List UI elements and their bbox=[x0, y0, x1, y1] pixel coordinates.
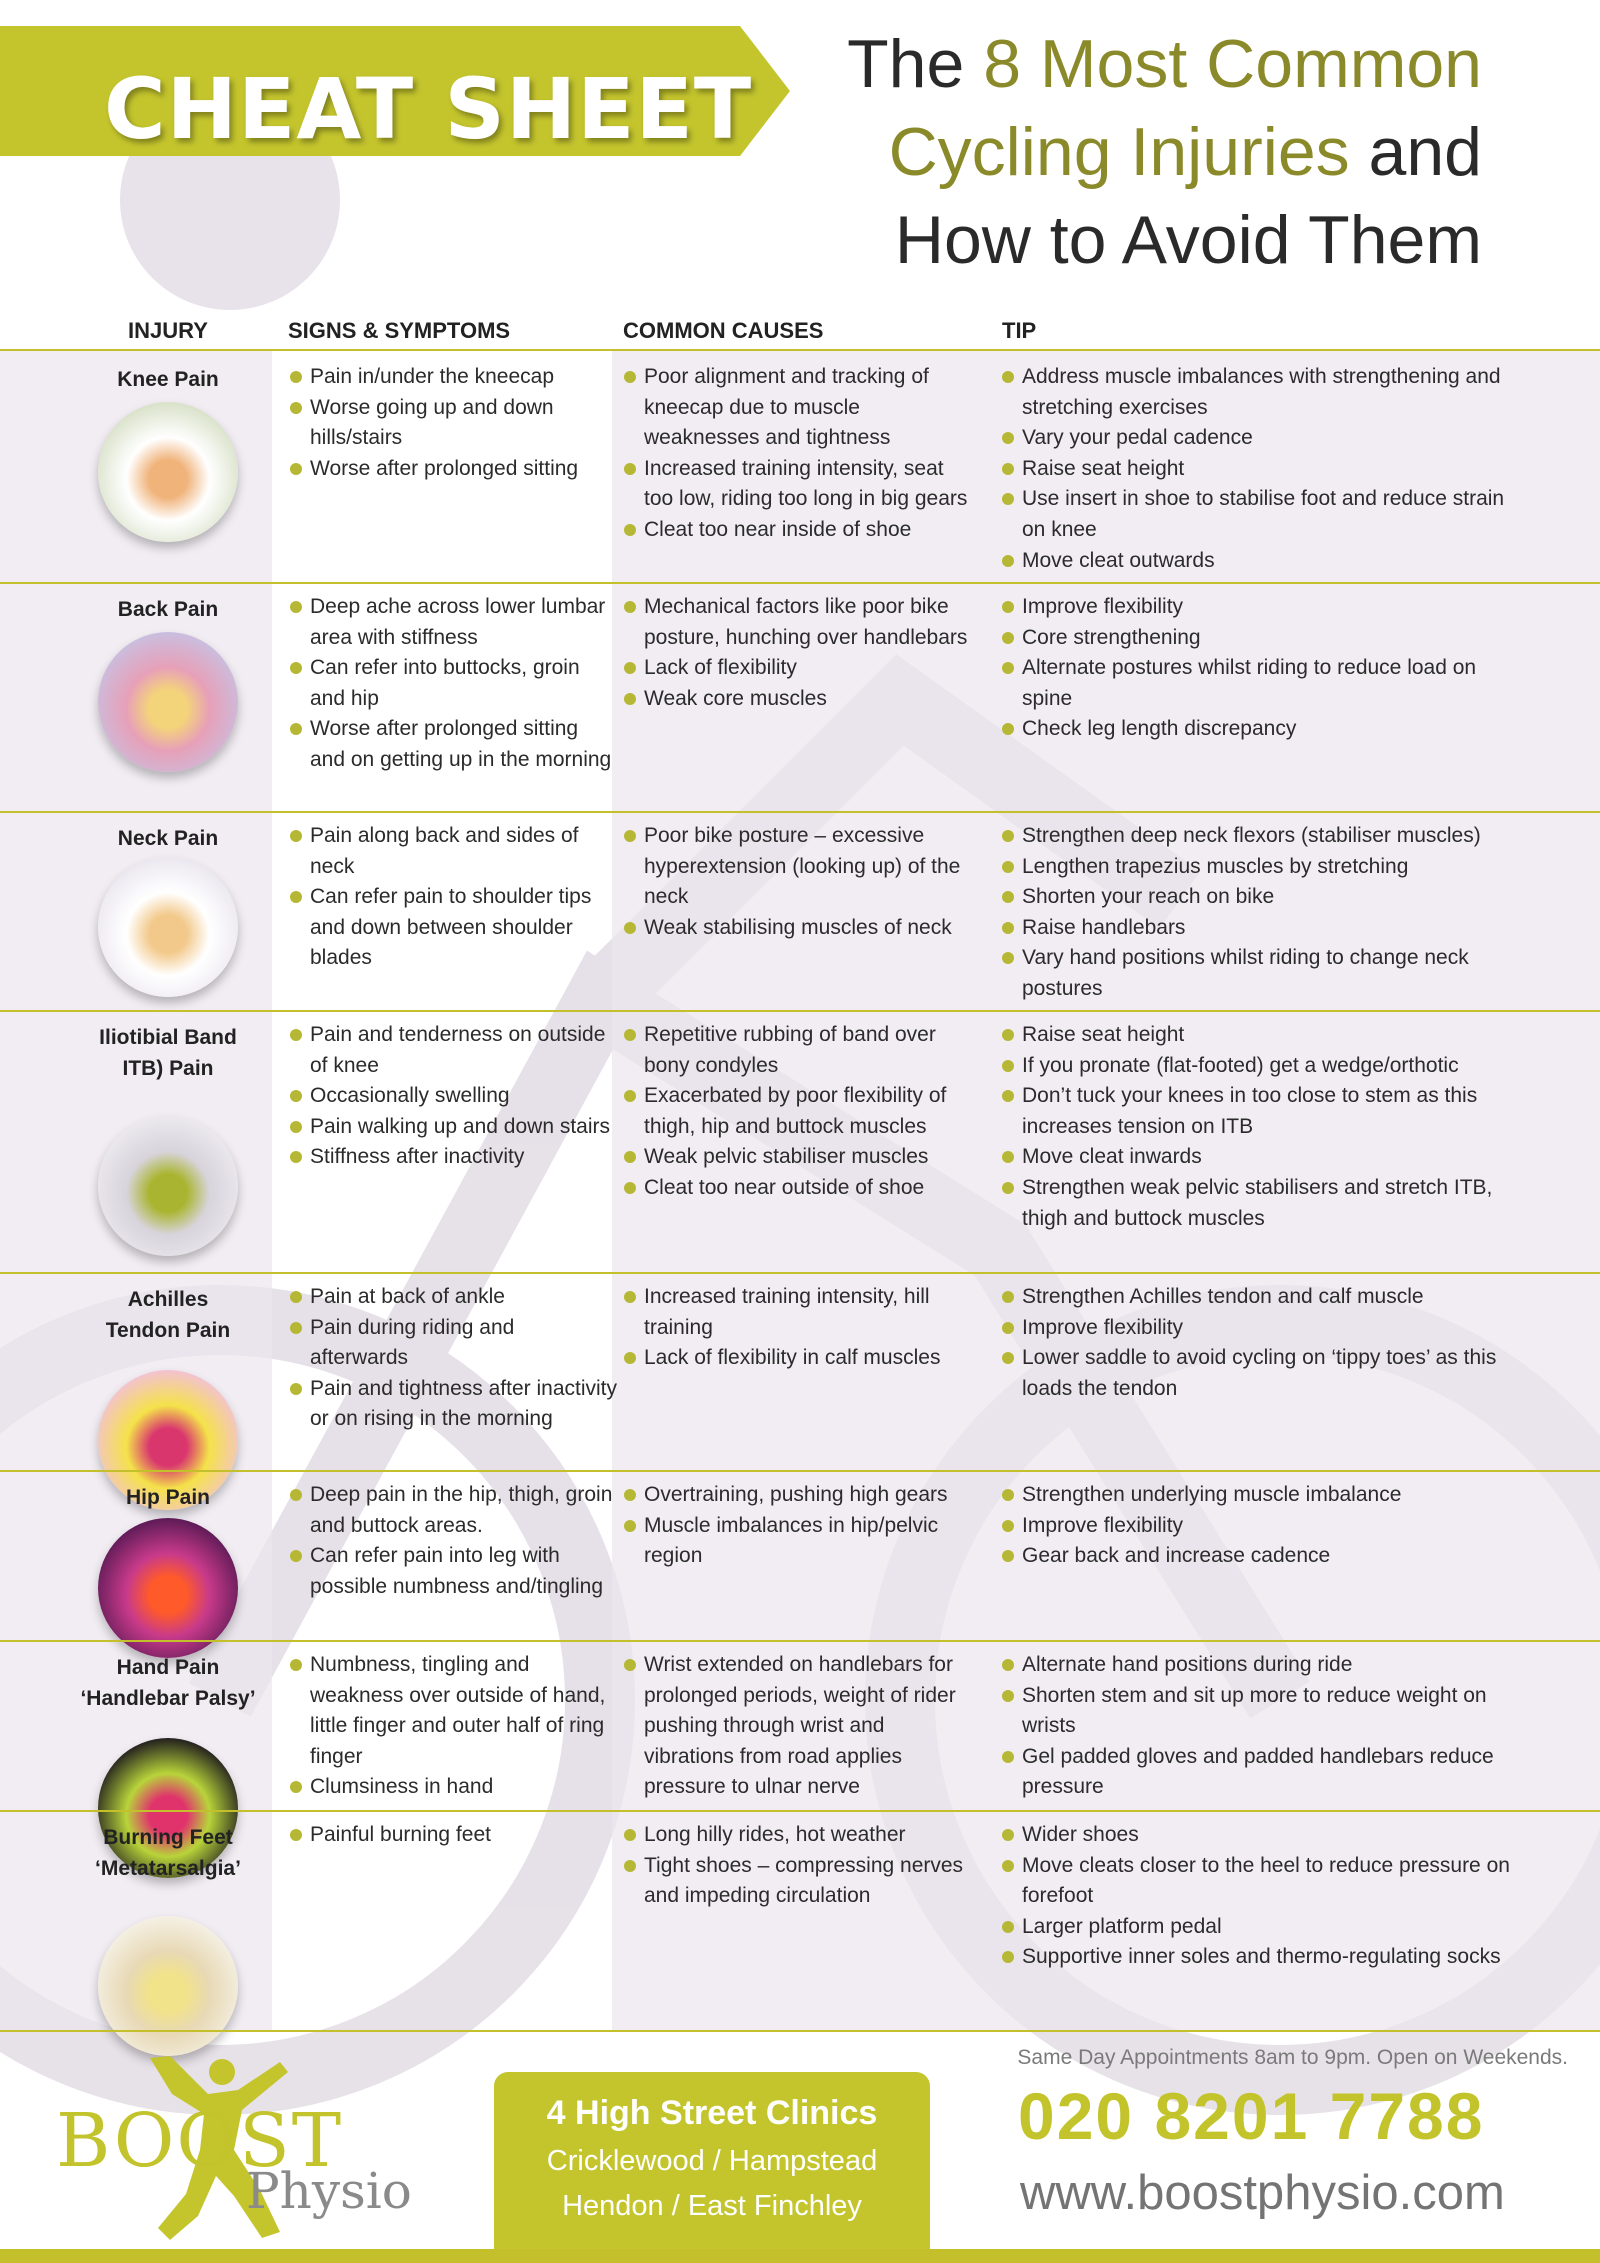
bullet-item: Strengthen Achilles tendon and calf muscle bbox=[1000, 1282, 1520, 1313]
bullet-item: Increased training intensity, seat too low, riding too long in big gears bbox=[622, 454, 977, 515]
logo-physio-text: Physio bbox=[246, 2162, 412, 2220]
bullet-item: Gear back and increase cadence bbox=[1000, 1541, 1520, 1572]
bullet-item: Worse after prolonged sitting bbox=[288, 454, 618, 485]
table-header bbox=[0, 314, 1600, 350]
knee-illustration-icon bbox=[98, 402, 238, 542]
symptoms-cell-list bbox=[288, 1650, 618, 1803]
bullet-item: Lack of flexibility bbox=[622, 653, 977, 684]
injury-row bbox=[0, 811, 1600, 1010]
bullet-item: Improve flexibility bbox=[1000, 1313, 1520, 1344]
bullet-item: Pain during riding and afterwards bbox=[288, 1313, 618, 1374]
tips-cell bbox=[1000, 1480, 1520, 1572]
tips-cell bbox=[1000, 1282, 1520, 1404]
causes-cell-list bbox=[622, 821, 977, 943]
causes-cell-list bbox=[622, 1820, 977, 1912]
bullet-item: Overtraining, pushing high gears bbox=[622, 1480, 977, 1511]
causes-cell bbox=[622, 1820, 977, 1912]
causes-cell-list bbox=[622, 592, 977, 714]
tips-cell-list bbox=[1000, 592, 1520, 745]
symptoms-cell-list bbox=[288, 1820, 618, 1851]
website-link[interactable]: www.boostphysio.com bbox=[1020, 2166, 1505, 2220]
bullet-item: Worse going up and down hills/stairs bbox=[288, 393, 618, 454]
bullet-item: Numbness, tingling and weakness over outside of hand, little finger and outer half of ring finger bbox=[288, 1650, 618, 1772]
bullet-item: Improve flexibility bbox=[1000, 1511, 1520, 1542]
row-separator bbox=[0, 1470, 1600, 1472]
causes-cell-list bbox=[622, 1480, 977, 1572]
symptoms-cell bbox=[288, 1480, 618, 1602]
bottom-accent-bar bbox=[0, 2249, 1600, 2263]
bullet-item: Worse after prolonged sitting and on getting up in the morning bbox=[288, 714, 618, 775]
symptoms-cell-list bbox=[288, 1282, 618, 1435]
clinics-title: 4 High Street Clinics bbox=[546, 2094, 878, 2132]
bullet-item: Increased training intensity, hill training bbox=[622, 1282, 977, 1343]
symptoms-cell-list bbox=[288, 821, 618, 974]
bullet-item: Stiffness after inactivity bbox=[288, 1142, 618, 1173]
causes-cell bbox=[622, 1020, 977, 1204]
cheat-sheet-banner bbox=[0, 26, 790, 156]
injury-name bbox=[40, 1652, 296, 1714]
bullet-item: Wider shoes bbox=[1000, 1820, 1520, 1851]
injury-name bbox=[40, 1022, 296, 1084]
causes-cell-list bbox=[622, 1020, 977, 1204]
bullet-item: Shorten your reach on bike bbox=[1000, 882, 1520, 913]
header-symptoms: SIGNS & SYMPTOMS bbox=[288, 318, 511, 343]
symptoms-cell-list bbox=[288, 1480, 618, 1602]
title-highlight-2: Cycling Injuries bbox=[888, 114, 1350, 190]
causes-cell-list bbox=[622, 1650, 977, 1803]
tips-cell bbox=[1000, 1820, 1520, 1973]
bullet-item: Occasionally swelling bbox=[288, 1081, 618, 1112]
clinics-line-2: Hendon / East Finchley bbox=[562, 2190, 862, 2222]
bullet-item: Cleat too near outside of shoe bbox=[622, 1173, 977, 1204]
tips-cell bbox=[1000, 821, 1520, 1005]
injury-name bbox=[40, 1482, 296, 1513]
bullet-item: Gel padded gloves and padded handlebars reduce pressure bbox=[1000, 1742, 1520, 1803]
title-word-the: The bbox=[847, 26, 984, 102]
tips-cell-list bbox=[1000, 362, 1520, 576]
header-injury: INJURY bbox=[128, 318, 208, 343]
bullet-item: Lack of flexibility in calf muscles bbox=[622, 1343, 977, 1374]
injury-name-line: Tendon Pain bbox=[105, 1319, 231, 1342]
bullet-item: Core strengthening bbox=[1000, 623, 1520, 654]
bullet-item: Can refer into buttocks, groin and hip bbox=[288, 653, 618, 714]
bullet-item: Raise handlebars bbox=[1000, 913, 1520, 944]
back-illustration-icon bbox=[98, 632, 238, 772]
bullet-item: Painful burning feet bbox=[288, 1820, 618, 1851]
bullet-item: Clumsiness in hand bbox=[288, 1772, 618, 1803]
injury-row bbox=[0, 352, 1600, 582]
bullet-item: Exacerbated by poor flexibility of thigh, hip and buttock muscles bbox=[622, 1081, 977, 1142]
causes-cell bbox=[622, 592, 977, 714]
symptoms-cell bbox=[288, 1020, 618, 1173]
row-separator bbox=[0, 1272, 1600, 1274]
injury-name bbox=[40, 594, 296, 625]
injury-name bbox=[40, 823, 296, 854]
injury-name-line: Knee Pain bbox=[117, 368, 219, 391]
symptoms-cell bbox=[288, 1820, 618, 1851]
injury-row bbox=[0, 1010, 1600, 1272]
tips-cell-list bbox=[1000, 1820, 1520, 1973]
logo-boost-text: BOOST bbox=[56, 2098, 344, 2184]
injury-name-line: Back Pain bbox=[117, 598, 219, 621]
bullet-item: Muscle imbalances in hip/pelvic region bbox=[622, 1511, 977, 1572]
boost-physio-logo bbox=[50, 2050, 440, 2250]
table-header-rule bbox=[0, 349, 1600, 351]
bullet-item: Tight shoes – compressing nerves and impeding circulation bbox=[622, 1851, 977, 1912]
hip-illustration-icon bbox=[98, 1518, 238, 1658]
symptoms-cell bbox=[288, 592, 618, 776]
bullet-item: Alternate hand positions during ride bbox=[1000, 1650, 1520, 1681]
injury-name bbox=[40, 1822, 296, 1884]
tips-cell-list bbox=[1000, 821, 1520, 1005]
bullet-item: Deep ache across lower lumbar area with stiffness bbox=[288, 592, 618, 653]
injury-name bbox=[40, 1284, 296, 1346]
bullet-item: Vary your pedal cadence bbox=[1000, 423, 1520, 454]
symptoms-cell bbox=[288, 362, 618, 484]
bullet-item: Poor alignment and tracking of kneecap due to muscle weaknesses and tightness bbox=[622, 362, 977, 454]
tips-cell bbox=[1000, 1650, 1520, 1803]
bullet-item: Larger platform pedal bbox=[1000, 1912, 1520, 1943]
page-title bbox=[702, 20, 1482, 284]
symptoms-cell bbox=[288, 1282, 618, 1435]
title-highlight-1: 8 Most Common bbox=[983, 26, 1482, 102]
footer-rule bbox=[0, 2030, 1600, 2032]
bullet-item: Don’t tuck your knees in too close to stem as this increases tension on ITB bbox=[1000, 1081, 1520, 1142]
injury-name-line: Achilles bbox=[127, 1288, 209, 1311]
injury-row bbox=[0, 1640, 1600, 1810]
bullet-item: If you pronate (flat-footed) get a wedge/orthotic bbox=[1000, 1051, 1520, 1082]
bullet-item: Lengthen trapezius muscles by stretching bbox=[1000, 852, 1520, 883]
bullet-item: Vary hand positions whilst riding to change neck postures bbox=[1000, 943, 1520, 1004]
bullet-item: Weak stabilising muscles of neck bbox=[622, 913, 977, 944]
row-separator bbox=[0, 1010, 1600, 1012]
bullet-item: Long hilly rides, hot weather bbox=[622, 1820, 977, 1851]
tips-cell-list bbox=[1000, 1020, 1520, 1234]
bullet-item: Alternate postures whilst riding to reduce load on spine bbox=[1000, 653, 1520, 714]
bullet-item: Pain and tenderness on outside of knee bbox=[288, 1020, 618, 1081]
bullet-item: Use insert in shoe to stabilise foot and reduce strain on knee bbox=[1000, 484, 1520, 545]
phone-number[interactable]: 020 8201 7788 bbox=[1018, 2079, 1485, 2153]
bullet-item: Check leg length discrepancy bbox=[1000, 714, 1520, 745]
injury-name bbox=[40, 364, 296, 395]
causes-cell bbox=[622, 1282, 977, 1374]
bullet-item: Pain in/under the kneecap bbox=[288, 362, 618, 393]
injury-name-line: ‘Handlebar Palsy’ bbox=[80, 1687, 256, 1710]
bullet-item: Weak pelvic stabiliser muscles bbox=[622, 1142, 977, 1173]
bullet-item: Supportive inner soles and thermo-regulating socks bbox=[1000, 1942, 1520, 1973]
tips-cell bbox=[1000, 1020, 1520, 1234]
banner-label: CHEAT SHEET bbox=[104, 60, 753, 158]
header-tip: TIP bbox=[1002, 318, 1037, 343]
row-separator bbox=[0, 811, 1600, 813]
injury-name-line: Burning Feet bbox=[103, 1826, 233, 1849]
causes-cell bbox=[622, 362, 977, 546]
appointments-note: Same Day Appointments 8am to 9pm. Open on Weekends. bbox=[1017, 2046, 1568, 2069]
bullet-item: Strengthen weak pelvic stabilisers and stretch ITB, thigh and buttock muscles bbox=[1000, 1173, 1520, 1234]
injury-name-line: ITB) Pain bbox=[122, 1057, 214, 1080]
bullet-item: Mechanical factors like poor bike posture, hunching over handlebars bbox=[622, 592, 977, 653]
symptoms-cell-list bbox=[288, 362, 618, 484]
symptoms-cell-list bbox=[288, 592, 618, 776]
bullet-item: Strengthen deep neck flexors (stabiliser muscles) bbox=[1000, 821, 1520, 852]
tips-cell-list bbox=[1000, 1282, 1520, 1404]
bullet-item: Pain walking up and down stairs bbox=[288, 1112, 618, 1143]
causes-cell-list bbox=[622, 362, 977, 546]
tips-cell-list bbox=[1000, 1480, 1520, 1572]
bullet-item: Move cleat outwards bbox=[1000, 546, 1520, 577]
clinics-line-1: Cricklewood / Hampstead bbox=[546, 2145, 878, 2177]
injury-row bbox=[0, 1470, 1600, 1640]
bullet-item: Wrist extended on handlebars for prolonged periods, weight of rider pushing through wrist and vibrations from road applies pressure to ulnar nerve bbox=[622, 1650, 977, 1803]
injury-row bbox=[0, 1810, 1600, 2030]
causes-cell bbox=[622, 1650, 977, 1803]
bullet-item: Cleat too near inside of shoe bbox=[622, 515, 977, 546]
injury-name-line: Hand Pain bbox=[116, 1656, 220, 1679]
causes-cell bbox=[622, 821, 977, 943]
causes-cell-list bbox=[622, 1282, 977, 1374]
bullet-item: Move cleats closer to the heel to reduce pressure on forefoot bbox=[1000, 1851, 1520, 1912]
tips-cell bbox=[1000, 592, 1520, 745]
bullet-item: Deep pain in the hip, thigh, groin and buttock areas. bbox=[288, 1480, 618, 1541]
bullet-item: Pain along back and sides of neck bbox=[288, 821, 618, 882]
itb-illustration-icon bbox=[98, 1116, 238, 1256]
injury-name-line: Neck Pain bbox=[117, 827, 219, 850]
injury-name-line: Hip Pain bbox=[125, 1486, 210, 1509]
bullet-item: Weak core muscles bbox=[622, 684, 977, 715]
row-separator bbox=[0, 582, 1600, 584]
injury-name-line: ‘Metatarsalgia’ bbox=[95, 1857, 241, 1880]
foot-illustration-icon bbox=[98, 1916, 238, 2056]
symptoms-cell bbox=[288, 821, 618, 974]
bullet-item: Repetitive rubbing of band over bony condyles bbox=[622, 1020, 977, 1081]
bullet-item: Pain and tightness after inactivity or on rising in the morning bbox=[288, 1374, 618, 1435]
row-separator bbox=[0, 1640, 1600, 1642]
tips-cell bbox=[1000, 362, 1520, 576]
injury-row bbox=[0, 582, 1600, 811]
injury-row bbox=[0, 1272, 1600, 1470]
symptoms-cell bbox=[288, 1650, 618, 1803]
symptoms-cell-list bbox=[288, 1020, 618, 1173]
bullet-item: Improve flexibility bbox=[1000, 592, 1520, 623]
bullet-item: Can refer pain to shoulder tips and down between shoulder blades bbox=[288, 882, 618, 974]
bullet-item: Raise seat height bbox=[1000, 454, 1520, 485]
neck-illustration-icon bbox=[98, 857, 238, 997]
bullet-item: Lower saddle to avoid cycling on ‘tippy toes’ as this loads the tendon bbox=[1000, 1343, 1520, 1404]
tips-cell-list bbox=[1000, 1650, 1520, 1803]
bullet-item: Strengthen underlying muscle imbalance bbox=[1000, 1480, 1520, 1511]
title-line-3: How to Avoid Them bbox=[894, 202, 1482, 278]
causes-cell bbox=[622, 1480, 977, 1572]
bullet-item: Poor bike posture – excessive hyperextension (looking up) of the neck bbox=[622, 821, 977, 913]
bullet-item: Raise seat height bbox=[1000, 1020, 1520, 1051]
header-causes: COMMON CAUSES bbox=[623, 318, 824, 343]
bullet-item: Address muscle imbalances with strengthening and stretching exercises bbox=[1000, 362, 1520, 423]
bullet-item: Shorten stem and sit up more to reduce weight on wrists bbox=[1000, 1681, 1520, 1742]
row-separator bbox=[0, 1810, 1600, 1812]
bullet-item: Move cleat inwards bbox=[1000, 1142, 1520, 1173]
clinics-box bbox=[494, 2072, 930, 2252]
injury-name-line: Iliotibial Band bbox=[99, 1026, 237, 1049]
title-word-and: and bbox=[1349, 114, 1482, 190]
bullet-item: Pain at back of ankle bbox=[288, 1282, 618, 1313]
bullet-item: Can refer pain into leg with possible numbness and/tingling bbox=[288, 1541, 618, 1602]
